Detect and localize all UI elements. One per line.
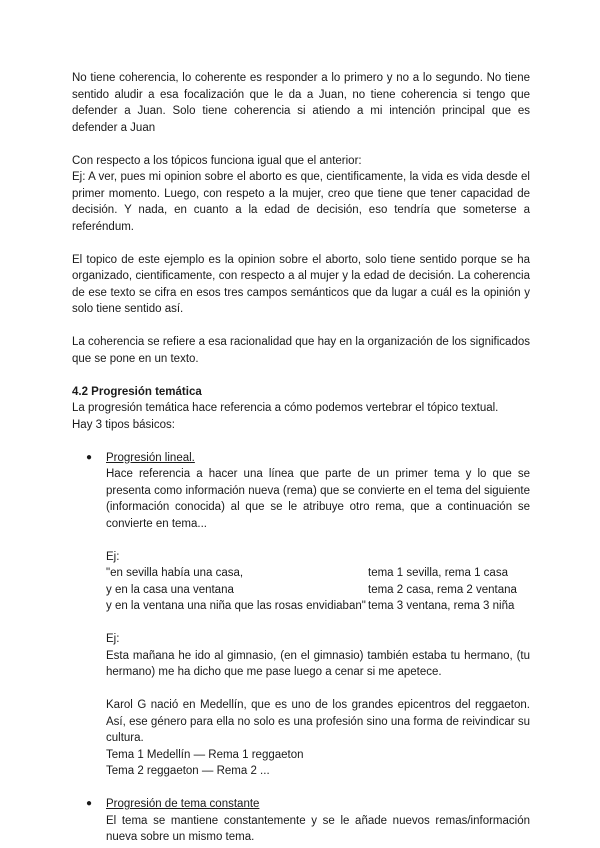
bullet-marker: ●: [86, 798, 93, 809]
example-label: Ej:: [106, 550, 120, 563]
section-heading: 4.2 Progresión temática: [72, 385, 202, 398]
example-row: [106, 598, 530, 615]
bullet-title: Progresión lineal.: [106, 451, 195, 464]
bullet-linear-progression: [72, 450, 530, 780]
example-label: Ej:: [106, 633, 120, 645]
bullet-description: Hace referencia a hacer una línea que parte de un primer tema y lo que se presenta como información nueva (rema) que se convierte en el tema del siguiente (información conocida) al que se le atribuye otro rema, que a continuación se convierte en tema...: [106, 468, 530, 530]
paragraph-topics-intro: Con respecto a los tópicos funciona igual que el anterior:: [72, 154, 362, 167]
example-row-analysis: tema 3 ventana, rema 3 niña: [368, 600, 515, 612]
paragraph-coherence-juan: No tiene coherencia, lo coherente es responder a lo primero y no a lo segundo. No tiene sentido aludir a esa focalización que le da a Juan, no tiene coherencia si tengo que defender a Juan. Solo tiene coherencia si atiendo a mi intención principal que es defender a Juan: [72, 72, 530, 134]
document-page: [72, 70, 530, 846]
example-row-text: y en la casa una ventana: [106, 583, 234, 596]
example-row-analysis: tema 1 sevilla, rema 1 casa: [368, 567, 508, 579]
example-karolg-text: Karol G nació en Medellín, que es uno de los grandes epicentros del reggaeton. Así, ese género para ella no solo es una profesión sino una forma de reivindicar su cultura.: [106, 699, 530, 744]
example-gym-text: Esta mañana he ido al gimnasio, (en el gimnasio) también estaba tu hermano, (tu hermano) me ha dicho que me pase luego a cenar si me apetece.: [106, 649, 530, 678]
bullet-description: El tema se mantiene constantemente y se le añade nuevos remas/información nueva sobre un mismo tema.: [106, 814, 530, 843]
paragraph-topic-explanation: El topico de este ejemplo es la opinion sobre el aborto, solo tiene sentido porque se ha organizado, cientificamente, con respecto a al mujer y la edad de decisión. La coherencia de ese texto se cifra en esos tres campos semánticos que da lugar a cuál es la opinión y solo tiene sentido así.: [72, 253, 530, 315]
example-karolg-line-2: Tema 2 reggaeton — Rema 2 ...: [106, 765, 270, 777]
example-karolg-line-1: Tema 1 Medellín — Rema 1 reggaeton: [106, 748, 304, 761]
example-row-analysis: tema 2 casa, rema 2 ventana: [368, 583, 517, 596]
bullet-marker: ●: [86, 451, 93, 463]
example-row: [106, 565, 530, 582]
bullet-constant-progression: [72, 796, 530, 846]
example-row-text: "en sevilla había una casa,: [106, 567, 244, 579]
section-line-2: Hay 3 tipos básicos:: [72, 418, 175, 431]
paragraph-abortion-example: Ej: A ver, pues mi opinion sobre el aborto es que, cientificamente, la vida es vida desde el primer momento. Luego, con respeto a la mujer, creo que tiene que tener capacidad de decisión. Y nada, en cuanto a la edad de decisión, eso tendría que someterse a referéndum.: [72, 171, 530, 233]
paragraph-coherence-definition: La coherencia se refiere a esa racionalidad que hay en la organización de los significados que se pone en un texto.: [72, 336, 530, 365]
section-line-1: La progresión temática hace referencia a cómo podemos vertebrar el tópico textual.: [72, 402, 499, 414]
example-row-text: y en la ventana una niña que las rosas envidiaban": [106, 600, 366, 612]
bullet-title: Progresión de tema constante: [106, 798, 260, 810]
example-row: [106, 582, 530, 599]
